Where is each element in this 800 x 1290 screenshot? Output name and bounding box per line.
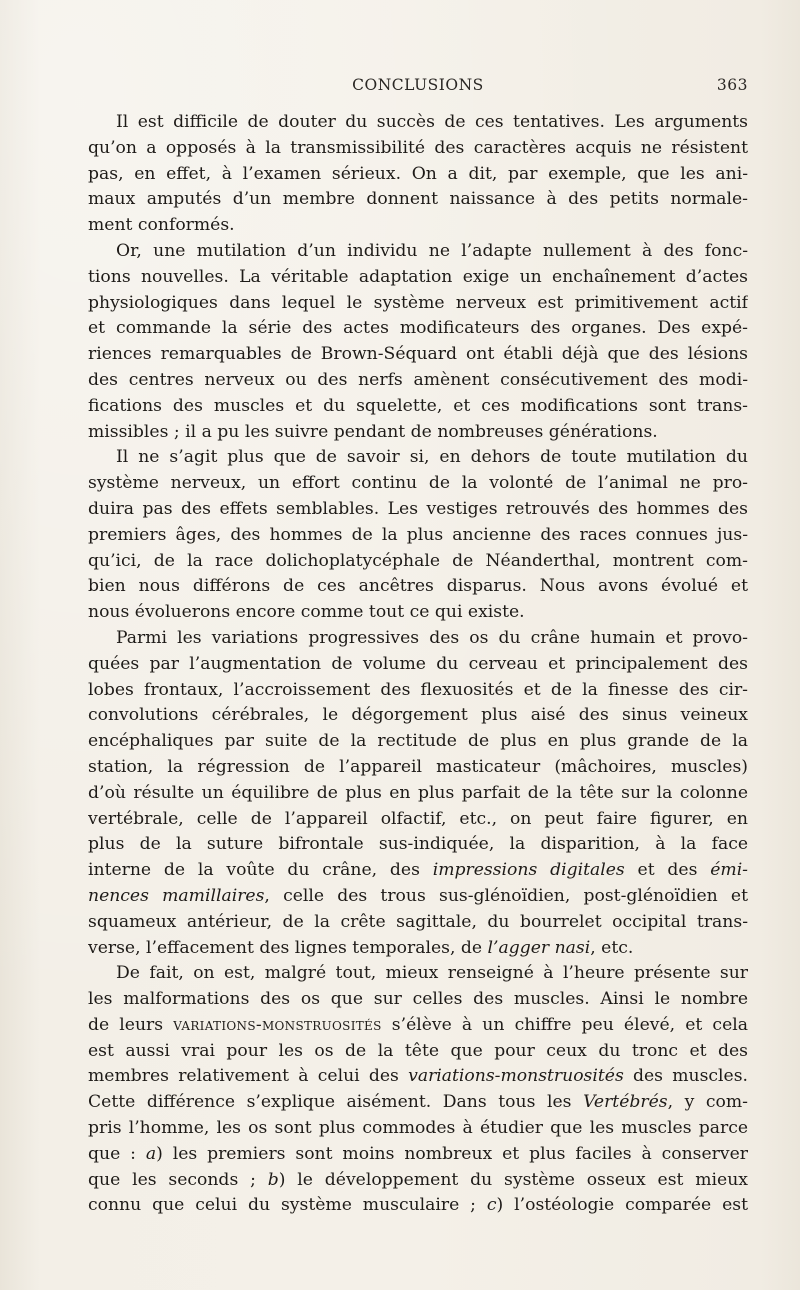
text-line: plus de la suture bifrontale sus-indiquée, la disparition, à la face [88,834,748,855]
italic-term: Vertébrés [583,1092,668,1113]
text-line: que les seconds ; b) le développement du système osseux est mieux [88,1169,748,1190]
text-line: Or, une mutilation d’un individu ne l’adapte nullement à des fonc- [116,240,748,261]
text-line: tions nouvelles. La véritable adaptation exige un enchaînement d’actes [88,266,748,287]
text-line: premiers âges, des hommes de la plus ancienne des races connues jus- [88,524,748,545]
running-title: CONCLUSIONS [352,76,484,94]
text-line: Parmi les variations progressives des os du crâne humain et provo- [116,627,748,648]
text-line: vertébrale, celle de l’appareil olfactif, etc., on peut faire figurer, en [88,808,748,829]
text-line: de leurs variations-monstruosités s’élève à un chiffre peu élevé, et cela [88,1014,748,1035]
text-line: nous évoluerons encore comme tout ce qui existe. [88,602,525,623]
text-line: De fait, on est, malgré tout, mieux renseigné à l’heure présente sur [116,963,748,984]
italic-term: variations-monstruosités [408,1066,624,1087]
italic-term: émi- [710,860,748,881]
text-line: squameux antérieur, de la crête sagittale, du bourrelet occipital trans- [88,911,748,932]
running-head [88,76,748,100]
text-line: fications des muscles et du squelette, et ces modifications sont trans- [88,395,748,416]
text-line: riences remarquables de Brown-Séquard ont établi déjà que des lésions [88,344,748,365]
text-line: lobes frontaux, l’accroissement des flexuosités et de la finesse des cir- [88,679,748,700]
small-caps-term: variations-monstruosités [173,1014,382,1035]
text-line: encéphaliques par suite de la rectitude de plus en plus grande de la [88,731,748,752]
text-line: pas, en effet, à l’examen sérieux. On a dit, par exemple, que les ani- [88,163,748,184]
italic-term: impressions digitales [432,860,625,881]
text-line: nences mamillaires, celle des trous sus-glénoïdien, post-glénoïdien et [88,885,748,906]
text-line: maux amputés d’un membre donnent naissance à des petits normale- [88,189,748,210]
list-marker: a [145,1143,157,1164]
text-line: des centres nerveux ou des nerfs amènent consécutivement des modi- [88,369,748,390]
text-line: convolutions cérébrales, le dégorgement plus aisé des sinus veineux [88,705,748,726]
text-line: système nerveux, un effort continu de la volonté de l’animal ne pro- [88,473,748,494]
text-line: bien nous différons de ces ancêtres disparus. Nous avons évolué et [88,576,748,597]
text-line: les malformations des os que sur celles des muscles. Ainsi le nombre [88,989,748,1010]
text-line: est aussi vrai pour les os de la tête que pour ceux du tronc et des [88,1040,748,1061]
italic-term: l’agger nasi [487,937,591,958]
text-line: membres relativement à celui des variations-monstruosités des muscles. [88,1066,748,1087]
text-line: quées par l’augmentation de volume du cerveau et principalement des [88,653,748,674]
text-line: d’où résulte un équilibre de plus en plus parfait de la tête sur la colonne [88,782,748,803]
list-marker: b [267,1169,279,1190]
body-text [88,110,748,1215]
text-line: physiologiques dans lequel le système nerveux est primitivement actif [88,292,748,313]
text-line: Cette différence s’explique aisément. Dans tous les Vertébrés, y com- [88,1092,748,1113]
text-line: duira pas des effets semblables. Les vestiges retrouvés des hommes des [88,498,748,519]
list-marker: c [486,1195,497,1216]
page-number: 363 [716,76,748,94]
text-line: qu’ici, de la race dolichoplatycéphale de Néanderthal, montrent com- [88,550,748,571]
italic-term: nences mamillaires [88,885,265,906]
text-line: Il ne s’agit plus que de savoir si, en dehors de toute mutilation du [116,447,748,468]
text-line: missibles ; il a pu les suivre pendant de nombreuses générations. [88,421,658,442]
text-line: pris l’homme, les os sont plus commodes à étudier que les muscles parce [88,1118,748,1139]
text-line: Il est difficile de douter du succès de ces tentatives. Les arguments [116,112,748,132]
text-line: interne de la voûte du crâne, des impressions digitales et des émi- [88,860,748,881]
text-line: connu que celui du système musculaire ; c) l’ostéologie comparée est [88,1195,748,1216]
text-line: verse, l’effacement des lignes temporales, de l’agger nasi, etc. [88,937,634,958]
text-line: ment conformés. [88,215,235,236]
text-line: et commande la série des actes modificateurs des organes. Des expé- [88,318,748,339]
text-line: station, la régression de l’appareil masticateur (mâchoires, muscles) [88,756,748,777]
text-line: que : a) les premiers sont moins nombreux et plus faciles à conserver [88,1143,748,1164]
text-line: qu’on a opposés à la transmissibilité des caractères acquis ne résistent [88,137,748,158]
